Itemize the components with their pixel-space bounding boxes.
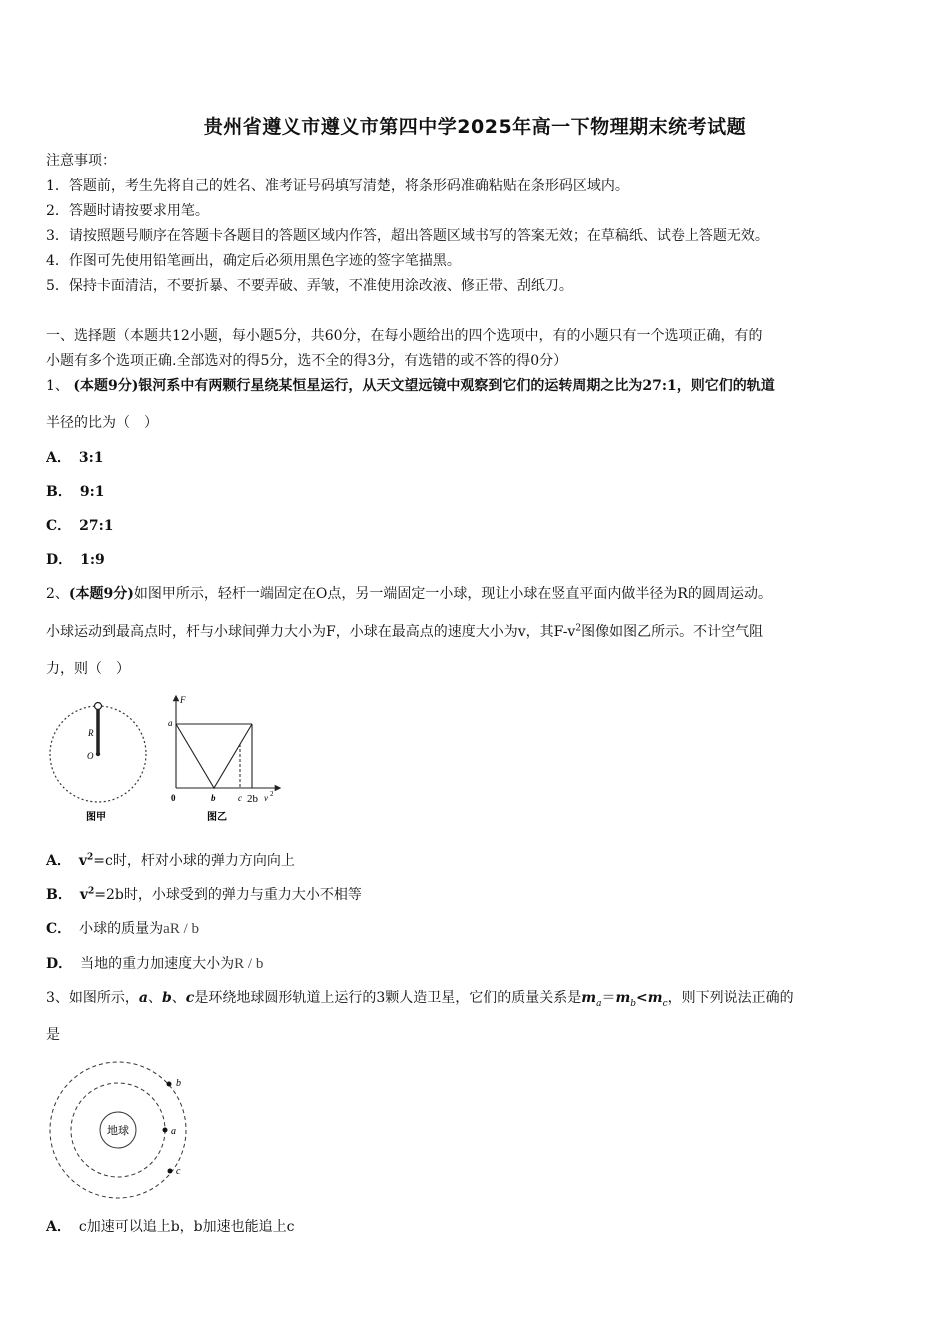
q2-text: 小球运动到最高点时，杆与小球间弹力大小为F，小球在最高点的速度大小为v，其F-v [46, 624, 576, 640]
separator: 、 [148, 990, 162, 1006]
q1-option-d[interactable] [46, 550, 916, 570]
q2-option-c[interactable] [46, 919, 916, 939]
option-text: v [79, 887, 88, 903]
ball [95, 703, 102, 710]
q2-text: 如图甲所示，轻杆一端固定在O点，另一端固定一小球，现让小球在竖直平面内做半径为R的圆周运动。 [133, 586, 772, 602]
figure-jia [44, 690, 152, 824]
satellite-a [163, 1128, 168, 1133]
option-label: D． [46, 956, 73, 972]
q3-text: ，则下列说法正确的 [667, 990, 794, 1006]
f-v2-graph [176, 724, 252, 788]
label-b: b [211, 793, 216, 803]
figure-yi [160, 688, 290, 826]
satellite-c-label: c [176, 1166, 181, 1177]
option-label: B． [46, 887, 72, 903]
superscript: 2 [575, 623, 582, 634]
option-text: 1:9 [80, 552, 105, 568]
q1-stem-line2: 半径的比为（ ） [46, 415, 158, 431]
option-label: A． [46, 450, 71, 466]
figure-caption: 图乙 [207, 812, 227, 823]
option-text: v [78, 853, 88, 869]
q2-score: (本题9分) [68, 586, 134, 602]
satellite-b [167, 1082, 172, 1087]
satellite-b-label: b [176, 1078, 181, 1089]
q1-option-c[interactable] [46, 516, 916, 536]
q2-option-b[interactable] [46, 885, 916, 905]
satellite-a-label: a [171, 1126, 176, 1137]
q1-stem-line1 [46, 376, 916, 396]
q2-stem-line3: 力，则（ ） [46, 661, 130, 677]
equals-sign: ＝ [601, 990, 616, 1006]
label-2b: 2b [247, 793, 258, 805]
subscript: a [596, 998, 602, 1009]
label-v-sup: 2 [270, 790, 274, 798]
option-text: 3:1 [78, 450, 104, 466]
q1-score: (本题9分) [73, 378, 139, 394]
notice-item: 3．请按照题号顺序在答题卡各题目的答题区域内作答，超出答题区域书写的答案无效；在草稿纸、试卷上答题无效。 [46, 228, 769, 244]
q3-number: 3、 [46, 990, 69, 1006]
subscript: c [662, 998, 668, 1009]
var-c: c [185, 990, 195, 1006]
option-text: =c时，杆对小球的弹力方向向上 [93, 853, 295, 869]
separator: 、 [171, 990, 186, 1006]
option-label: B． [46, 484, 72, 500]
figure-orbits [46, 1058, 196, 1202]
option-text: 27:1 [79, 518, 114, 534]
option-text: 当地的重力加速度大小为 [80, 956, 235, 972]
less-than-sign: < [636, 990, 648, 1006]
label-c: c [238, 793, 242, 803]
satellite-c [168, 1169, 173, 1174]
option-label: D． [46, 552, 73, 568]
q3-text: 如图所示， [68, 990, 139, 1006]
page-title: 贵州省遵义市遵义市第四中学2025年高一下物理期末统考试题 [203, 116, 747, 138]
var-m: m [615, 990, 631, 1006]
label-origin: 0 [171, 793, 176, 803]
superscript: 2 [87, 886, 95, 897]
option-text: c加速可以追上b，b加速也能追上c [78, 1219, 295, 1235]
label-v: v [264, 793, 268, 803]
label-f: F [180, 695, 186, 705]
option-text: =2b时，小球受到的弹力与重力大小不相等 [94, 887, 362, 903]
label-o: O [87, 751, 94, 761]
label-r: R [88, 728, 94, 738]
math-expression: R / b [234, 956, 264, 972]
q1-number: 1、 [46, 378, 69, 394]
option-label: A． [46, 853, 71, 869]
option-text: 小球的质量为 [79, 921, 164, 937]
q3-stem-line1 [46, 988, 916, 1008]
notice-item: 2．答题时请按要求用笔。 [46, 203, 209, 219]
q1-text: 银河系中有两颗行星绕某恒星运行，从天文望远镜中观察到它们的运转周期之比为27:1，则它们的轨道 [138, 378, 775, 394]
math-expression: aR / b [163, 921, 199, 937]
notice-item: 4．作图可先使用铅笔画出，确定后必须用黑色字迹的签字笔描黑。 [46, 253, 461, 269]
notice-item: 1．答题前，考生先将自己的姓名、准考证号码填写清楚，将条形码准确粘贴在条形码区域内。 [46, 178, 629, 194]
q1-option-b[interactable] [46, 482, 916, 502]
q3-option-a[interactable] [46, 1217, 916, 1237]
var-a: a [138, 990, 148, 1006]
option-label: C． [46, 921, 72, 937]
section-heading-line2: 小题有多个选项正确.全部选对的得5分，选不全的得3分，有选错的或不答的得0分） [46, 353, 568, 369]
q2-option-a[interactable] [46, 851, 916, 871]
subscript: b [630, 998, 637, 1009]
pivot-point [96, 752, 100, 756]
figure-caption: 图甲 [86, 812, 106, 823]
var-m: m [581, 990, 597, 1006]
q1-option-a[interactable] [46, 448, 916, 468]
q2-number: 2、 [46, 586, 69, 602]
section-heading-line1: 一、选择题（本题共12小题，每小题5分，共60分，在每小题给出的四个选项中，有的小题只有一个选项正确，有的 [46, 328, 763, 344]
q2-stem-line1 [46, 584, 916, 604]
option-label: C． [46, 518, 72, 534]
q2-option-d[interactable] [46, 954, 916, 974]
var-m: m [647, 990, 663, 1006]
q2-text: 图像如图乙所示。不计空气阻 [581, 624, 764, 640]
var-b: b [162, 990, 172, 1006]
notice-heading: 注意事项： [46, 153, 116, 169]
label-a: a [168, 718, 173, 728]
q2-stem-line2 [46, 622, 916, 642]
option-text: 9:1 [79, 484, 105, 500]
superscript: 2 [87, 852, 94, 863]
q3-text: 是环绕地球圆形轨道上运行的3颗人造卫星，它们的质量关系是 [194, 990, 582, 1006]
option-label: A． [46, 1219, 71, 1235]
notice-item: 5．保持卡面清洁，不要折暴、不要弄破、弄皱，不准使用涂改液、修正带、刮纸刀。 [46, 278, 573, 294]
earth-label: 地球 [107, 1125, 129, 1137]
q3-stem-line2: 是 [46, 1027, 60, 1043]
